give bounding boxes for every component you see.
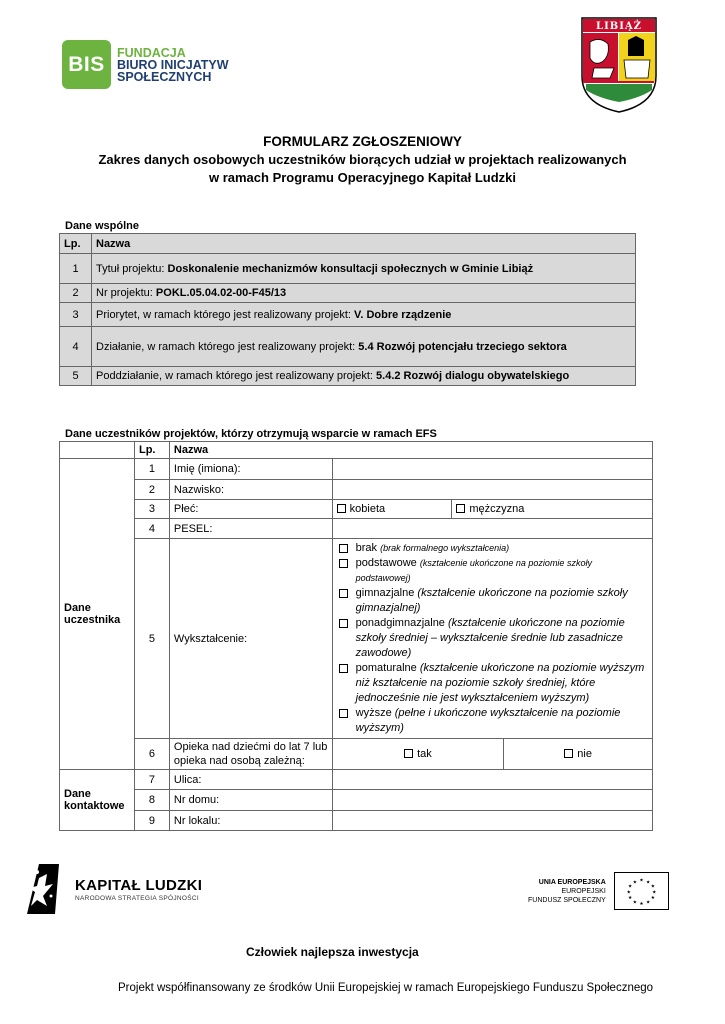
checkbox-icon[interactable]	[339, 544, 348, 553]
first-name-label: Imię (imiona):	[169, 459, 332, 480]
bis-line-2: BIURO INICJATYW	[117, 57, 229, 72]
childcare-no-label: nie	[577, 748, 592, 760]
participants-table	[59, 441, 653, 831]
checkbox-icon[interactable]	[456, 504, 465, 513]
row-lp: 6	[134, 739, 169, 770]
childcare-label: Opieka nad dziećmi do lat 7 lub opieka nad osobą zależną:	[169, 739, 332, 770]
education-name: podstawowe	[355, 557, 417, 569]
education-option-upper-secondary[interactable]	[339, 616, 648, 661]
row-lp: 2	[134, 480, 169, 500]
education-desc: (kształcenie ukończone na poziomie szkoły gimnazjalnej)	[355, 587, 628, 614]
svg-text:★: ★	[651, 890, 657, 896]
project-title-value: Doskonalenie mechanizmów konsultacji społecznych w Gminie Libiąż	[167, 262, 534, 275]
education-label: Wykształcenie:	[169, 539, 332, 739]
eu-line-1: UNIA EUROPEJSKA	[538, 878, 606, 886]
education-option-lower-secondary[interactable]	[339, 586, 648, 616]
participants-section-label: Dane uczestników projektów, którzy otrzymują wsparcie w ramach EFS	[65, 428, 437, 440]
action-label: Działanie, w ramach którego jest realizowany projekt:	[96, 340, 359, 353]
svg-text:★: ★	[650, 896, 655, 902]
form-subtitle-1: Zakres danych osobowych uczestników biorących udział w projektach realizowanych	[98, 152, 627, 167]
education-option-post-secondary[interactable]	[339, 661, 648, 706]
education-desc: (kształcenie ukończone na poziomie wyższym niż kształcenie na poziomie szkoły średniej, które jednocześnie nie jest wykształceniem wyższym)	[355, 662, 645, 704]
common-row-lp: 1	[60, 254, 92, 284]
common-col-name: Nazwa	[92, 234, 636, 254]
participants-header-row	[60, 442, 653, 459]
common-row	[60, 327, 636, 367]
common-header-row	[60, 234, 636, 254]
education-name: pomaturalne	[355, 662, 417, 674]
kapital-ludzki-mark-icon	[25, 862, 61, 916]
education-desc: (kształcenie ukończone na poziomie szkoły średniej – wykształcenie średnie lub zasadnicze zawodowe)	[355, 617, 625, 659]
education-desc: (pełne i ukończone wykształcenie na poziomie wyższym)	[355, 707, 621, 734]
gender-label: Płeć:	[169, 500, 332, 519]
kapital-ludzki-subtitle: NARODOWA STRATEGIA SPÓJNOŚCI	[75, 894, 199, 902]
table-row	[60, 739, 653, 770]
project-number-label: Nr projektu:	[96, 287, 156, 299]
common-row-lp: 5	[60, 367, 92, 386]
priority-label: Priorytet, w ramach którego jest realizowany projekt:	[96, 308, 354, 321]
checkbox-icon[interactable]	[404, 749, 413, 758]
education-desc: (kształcenie ukończone na poziomie szkoły podstawowej)	[355, 558, 592, 583]
last-name-label: Nazwisko:	[169, 480, 332, 500]
common-row	[60, 303, 636, 327]
svg-text:★: ★	[639, 902, 644, 908]
common-row	[60, 367, 636, 386]
house-number-field[interactable]	[332, 790, 652, 811]
svg-text:★: ★	[627, 884, 633, 890]
table-row	[60, 539, 653, 739]
table-row	[60, 770, 653, 790]
eu-logo	[528, 872, 669, 910]
project-title-label: Tytuł projektu:	[96, 262, 168, 275]
common-data-table	[59, 233, 636, 386]
priority-value: V. Dobre rządzenie	[354, 308, 452, 321]
childcare-yes-option[interactable]	[332, 739, 504, 770]
table-row	[60, 459, 653, 480]
action-value: 5.4 Rozwój potencjału trzeciego sektora	[358, 340, 567, 353]
common-col-lp: Lp.	[60, 234, 92, 254]
common-row	[60, 254, 636, 284]
bis-line-1: FUNDACJA	[117, 45, 186, 60]
row-lp: 3	[134, 500, 169, 519]
row-lp: 8	[134, 790, 169, 811]
subaction-value: 5.4.2 Rozwój dialogu obywatelskiego	[376, 370, 570, 382]
form-title: FORMULARZ ZGŁOSZENIOWY	[263, 134, 462, 149]
education-name: ponadgimnazjalne	[355, 617, 445, 629]
form-subtitle-2: w ramach Programu Operacyjnego Kapitał Ludzki	[208, 170, 517, 185]
svg-text:★: ★	[650, 884, 655, 890]
table-row	[60, 790, 653, 811]
pesel-field[interactable]	[332, 519, 652, 539]
row-lp: 5	[134, 539, 169, 739]
cofinancing-note: Projekt współfinansowany ze środków Unii Europejskiej w ramach Europejskiego Funduszu Społecznego	[118, 982, 654, 994]
house-number-label: Nr domu:	[169, 790, 332, 811]
row-lp: 7	[134, 770, 169, 790]
common-row-lp: 2	[60, 284, 92, 303]
gender-female-label: kobieta	[349, 503, 386, 515]
row-lp: 4	[134, 519, 169, 539]
eu-flag-icon	[614, 872, 669, 910]
eu-line-3: FUNDUSZ SPOŁECZNY	[528, 896, 606, 904]
bis-logo	[62, 40, 229, 89]
common-row-lp: 3	[60, 303, 92, 327]
svg-text:★: ★	[645, 900, 651, 906]
common-row	[60, 284, 636, 303]
group-contact-label: Dane kontaktowe	[60, 770, 135, 831]
childcare-no-option[interactable]	[504, 739, 653, 770]
svg-text:★: ★	[632, 900, 637, 906]
education-desc: (brak formalnego wykształcenia)	[380, 543, 510, 553]
bis-logo-text	[117, 47, 229, 83]
participants-col-lp: Lp.	[134, 442, 169, 459]
gender-male-label: mężczyzna	[469, 503, 525, 515]
svg-text:★: ★	[639, 878, 644, 884]
education-name: wyższe	[355, 707, 392, 719]
first-name-field[interactable]	[332, 459, 652, 480]
checkbox-icon[interactable]	[339, 619, 348, 628]
table-row	[60, 480, 653, 500]
checkbox-icon[interactable]	[339, 709, 348, 718]
education-name: brak	[355, 542, 378, 554]
slogan: Człowiek najlepsza inwestycja	[246, 945, 419, 959]
row-lp: 9	[134, 811, 169, 831]
last-name-field[interactable]	[332, 480, 652, 500]
bis-logo-mark: BIS	[62, 40, 111, 89]
project-number-value: POKL.05.04.02-00-F45/13	[155, 287, 287, 299]
street-label: Ulica:	[169, 770, 332, 790]
education-name: gimnazjalne	[355, 587, 415, 599]
group-personal-label: Dane uczestnika	[60, 459, 135, 770]
row-lp: 1	[134, 459, 169, 480]
common-row-lp: 4	[60, 327, 92, 367]
street-field[interactable]	[332, 770, 652, 790]
checkbox-icon[interactable]	[339, 664, 348, 673]
svg-text:★: ★	[627, 896, 633, 902]
gender-male-option[interactable]	[452, 500, 653, 519]
eu-line-2: EUROPEJSKI	[561, 887, 606, 895]
table-row	[60, 500, 653, 519]
education-option-primary[interactable]	[339, 556, 648, 586]
checkbox-icon[interactable]	[337, 504, 346, 513]
bis-line-3: SPOŁECZNYCH	[117, 69, 212, 84]
subaction-label: Poddziałanie, w ramach którego jest realizowany projekt:	[96, 370, 377, 382]
kapital-ludzki-name: KAPITAŁ LUDZKI	[75, 876, 203, 894]
childcare-yes-label: tak	[417, 748, 432, 760]
education-option-none[interactable]	[339, 541, 648, 556]
participants-col-name: Nazwa	[169, 442, 652, 459]
svg-text:★: ★	[645, 880, 651, 886]
svg-text:★: ★	[626, 890, 631, 896]
gender-female-option[interactable]	[332, 500, 452, 519]
kapital-ludzki-logo	[25, 862, 202, 916]
apartment-number-label: Nr lokalu:	[169, 811, 332, 831]
checkbox-icon[interactable]	[339, 559, 348, 568]
libiaz-crest-icon	[580, 16, 658, 114]
education-list	[339, 539, 648, 738]
pesel-label: PESEL:	[169, 519, 332, 539]
checkbox-icon[interactable]	[564, 749, 573, 758]
common-section-label: Dane wspólne	[65, 220, 139, 232]
crest-name: LIBIĄŻ	[596, 21, 642, 32]
education-option-higher[interactable]	[339, 706, 648, 736]
education-options	[332, 539, 652, 739]
table-row	[60, 811, 653, 831]
svg-text:★: ★	[632, 880, 637, 886]
table-row	[60, 519, 653, 539]
checkbox-icon[interactable]	[339, 589, 348, 598]
apartment-number-field[interactable]	[332, 811, 652, 831]
